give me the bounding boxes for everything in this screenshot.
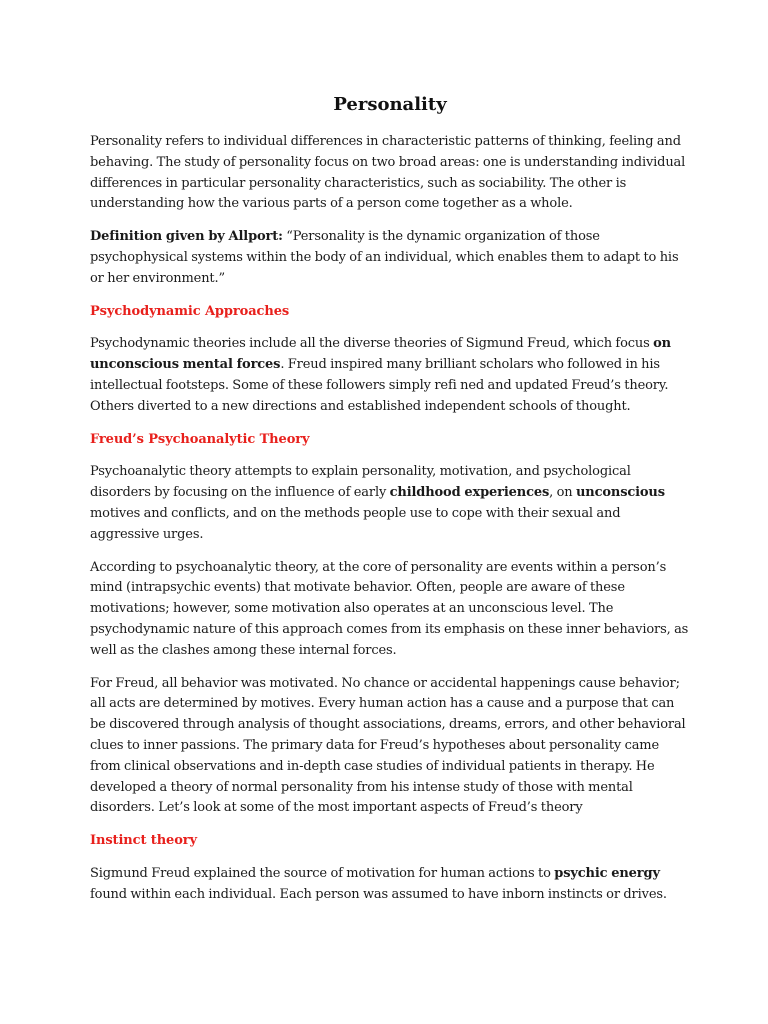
psychodynamic-text-1: Psychodynamic theories include all the diverse theories of Sigmund Freud, which focus — [90, 336, 654, 352]
unconscious-emphasis: unconscious — [576, 485, 665, 501]
freud-paragraph-3: For Freud, all behavior was motivated. No chance or accidental happenings cause behavior; all acts are determined by motives. Every human action has a cause and a purpose that can be discovered through analysis of thought associations, dreams, errors, and other behavioral clues to inner passions. The primary data for Freud’s hypotheses about personality came from clinical observations and in-depth case studies of individual patients in therapy. He developed a theory of normal personality from his intense study of those with mental disorders. Let’s look at some of the most important aspects of Freud’s theory — [90, 675, 686, 816]
psychodynamic-heading: Psychodynamic Approaches — [90, 303, 290, 319]
psychodynamic-paragraph — [90, 334, 690, 417]
freud-paragraph-1 — [90, 462, 690, 545]
document-page — [90, 92, 690, 918]
allport-definition-text: “Personality is the dynamic organization of those psychophysical systems within the body of an individual, which enables them to adapt to his or her environment.” — [90, 229, 679, 286]
psychodynamic-text-2: . Freud inspired many brilliant scholars who followed in his intellectual footsteps. Some of these followers simply refi ned and updated Freud’s theory. Others diverted to a new directions and established independent schools of thought. — [90, 357, 669, 414]
psychic-energy-emphasis: psychic energy — [554, 865, 660, 881]
freud-text-2: , on — [549, 485, 576, 501]
freud-theory-heading: Freud’s Psychoanalytic Theory — [90, 431, 310, 447]
instinct-paragraph — [90, 864, 690, 906]
psychodynamic-emphasis: on unconscious mental forces — [90, 336, 671, 373]
allport-definition-paragraph — [90, 227, 690, 289]
page-title: Personality — [333, 94, 447, 115]
instinct-text-1: Sigmund Freud explained the source of motivation for human actions to — [90, 865, 555, 881]
childhood-experiences-emphasis: childhood experiences — [389, 485, 550, 501]
freud-text-1: Psychoanalytic theory attempts to explain personality, motivation, and psychological disorders by focusing on the influence of early — [90, 464, 631, 501]
intro-paragraph: Personality refers to individual differences in characteristic patterns of thinking, feeling and behaving. The study of personality focus on two broad areas: one is understanding individual differences in particular personality characteristics, such as sociability. The other is understanding how the various parts of a person come together as a whole. — [90, 134, 686, 212]
freud-text-3: motives and conflicts, and on the methods people use to cope with their sexual and aggressive urges. — [90, 505, 621, 542]
instinct-theory-heading: Instinct theory — [90, 833, 197, 849]
instinct-text-2: found within each individual. Each person was assumed to have inborn instincts or drives. — [90, 886, 667, 902]
allport-definition-label: Definition given by Allport: — [90, 229, 283, 245]
freud-paragraph-2: According to psychoanalytic theory, at the core of personality are events within a person’s mind (intrapsychic events) that motivate behavior. Often, people are aware of these motivations; however, some motivation also operates at an unconscious level. The psychodynamic nature of this approach comes from its emphasis on these inner behaviors, as well as the clashes among these internal forces. — [90, 559, 689, 658]
